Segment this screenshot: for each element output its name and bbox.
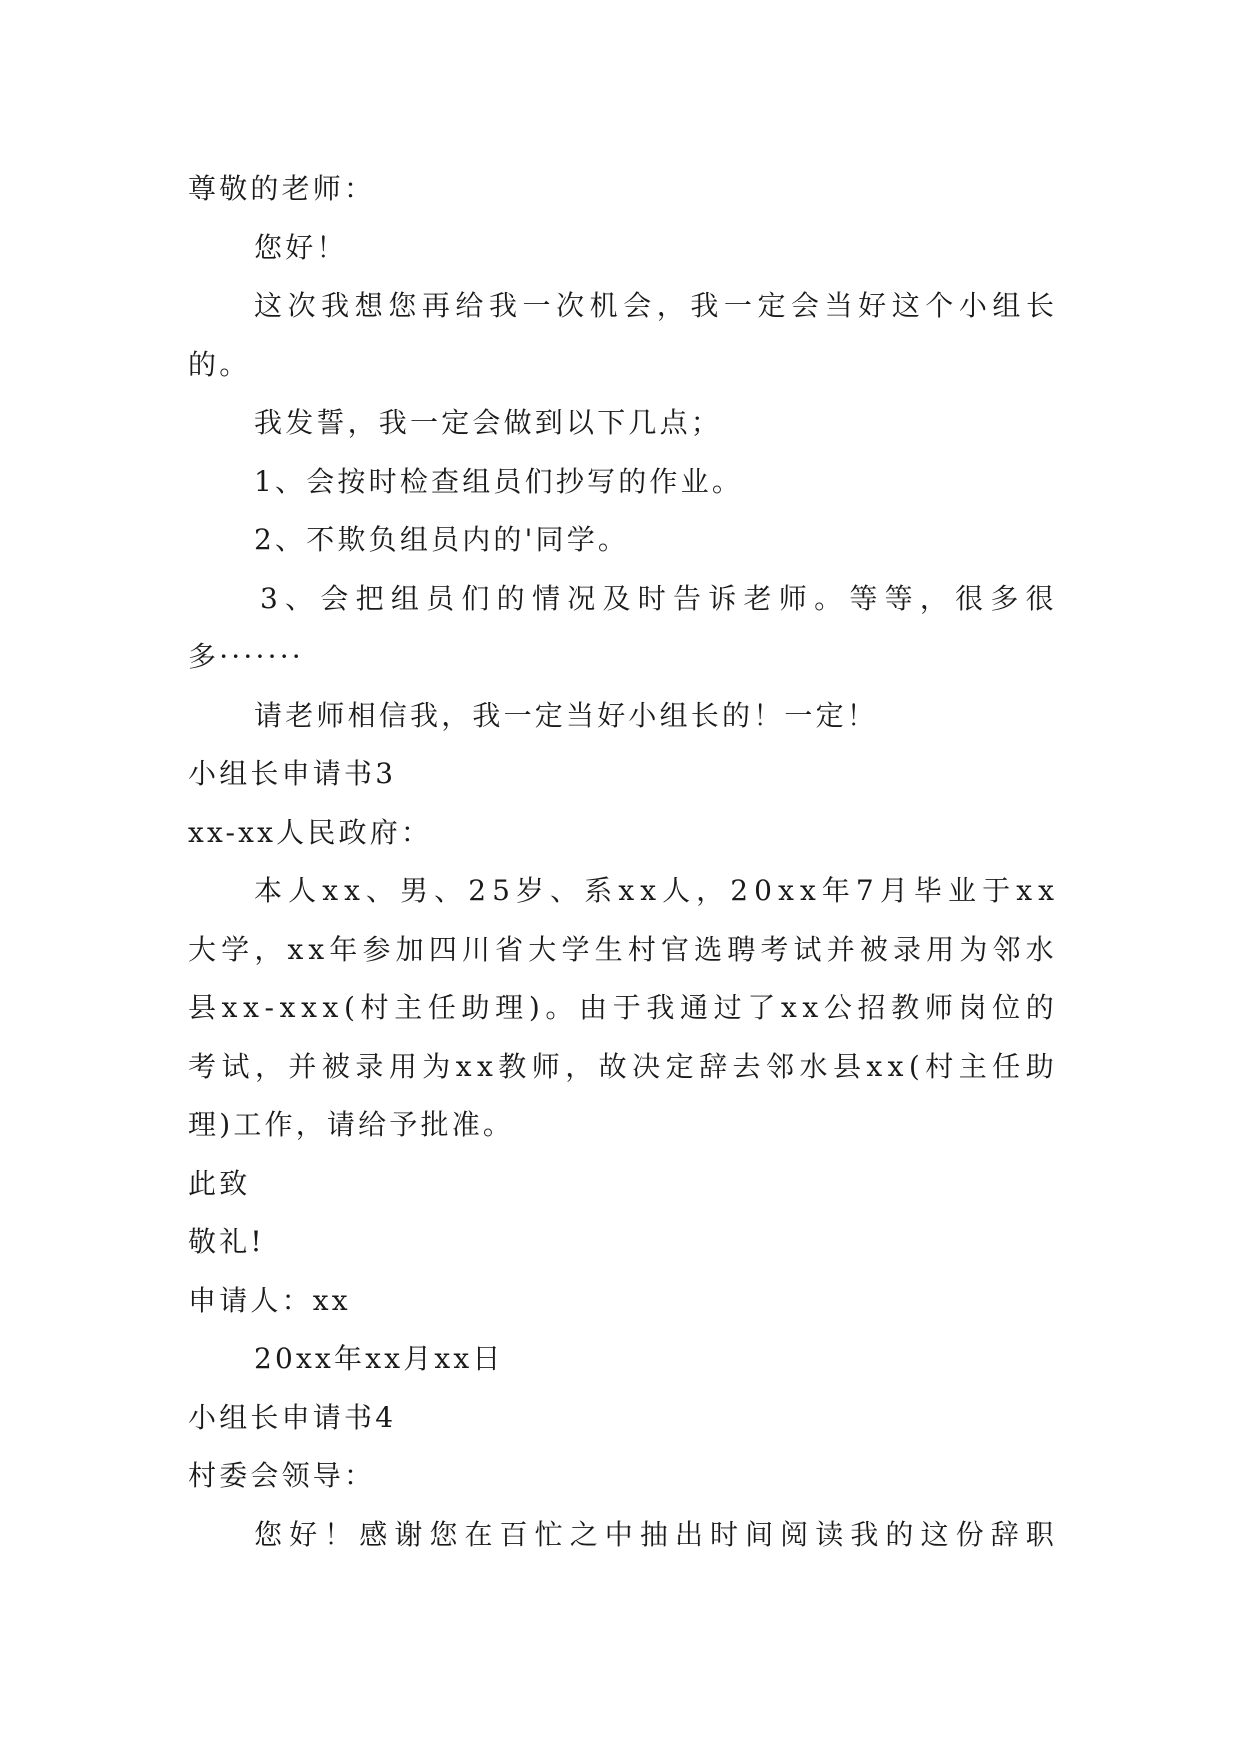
- signature: 申请人：xx: [188, 1283, 351, 1317]
- closing: 敬礼!: [188, 1225, 265, 1258]
- greeting: 您好！: [254, 230, 348, 264]
- date: 20xx年xx月xx日: [254, 1342, 504, 1375]
- paragraph-line: 这 次 我 想 您 再 给 我 一 次 机 会 ， 我 一 定 会 当 好 这 个 小 组 长: [254, 289, 1054, 322]
- list-item: 1、会按时检查组员们抄写的作业。: [254, 464, 744, 498]
- section-heading: 小组长申请书4: [188, 1400, 397, 1434]
- recipient: xx-xx人民政府：: [188, 815, 433, 849]
- closing: 此致: [188, 1166, 251, 1200]
- recipient: 村委会领导：: [188, 1459, 376, 1492]
- paragraph-line: 本 人 x x 、 男 、 2 5 岁 、 系 x x 人 ， 2 0 x x 年 7 月 毕 业 于 x x: [254, 874, 1054, 907]
- paragraph-line: 请老师相信我，我一定当好小组长的！一定！: [254, 698, 879, 732]
- paragraph-line: 我发誓，我一定会做到以下几点；: [254, 406, 723, 439]
- list-item: 2、不欺负组员内的'同学。: [254, 523, 630, 556]
- paragraph-line: 县 x x - x x x ( 村 主 任 助 理 ) 。 由 于 我 通 过 了 x x 公 招 教 师 岗 位 的: [188, 991, 1054, 1024]
- paragraph-line: 您 好 ！ 感 谢 您 在 百 忙 之 中 抽 出 时 间 阅 读 我 的 这 份 辞 职: [254, 1517, 1054, 1551]
- salutation: 尊敬的老师：: [188, 172, 376, 205]
- section-heading: 小组长申请书3: [188, 757, 397, 790]
- paragraph-line: 考 试 ， 并 被 录 用 为 x x 教 师 ， 故 决 定 辞 去 邻 水 县 x x ( 村 主 任 助: [188, 1049, 1054, 1083]
- paragraph-line: 理)工作，请给予批准。: [188, 1108, 515, 1141]
- paragraph-line: 大 学 ， x x 年 参 加 四 川 省 大 学 生 村 官 选 聘 考 试 并 被 录 用 为 邻 水: [188, 932, 1054, 966]
- paragraph-line: 多·······: [188, 640, 304, 673]
- list-item: 3 、 会 把 组 员 们 的 情 况 及 时 告 诉 老 师 。 等 等 ， 很 多 很: [260, 581, 1054, 615]
- document-body: [188, 160, 1054, 1564]
- paragraph-line: 的。: [188, 347, 251, 381]
